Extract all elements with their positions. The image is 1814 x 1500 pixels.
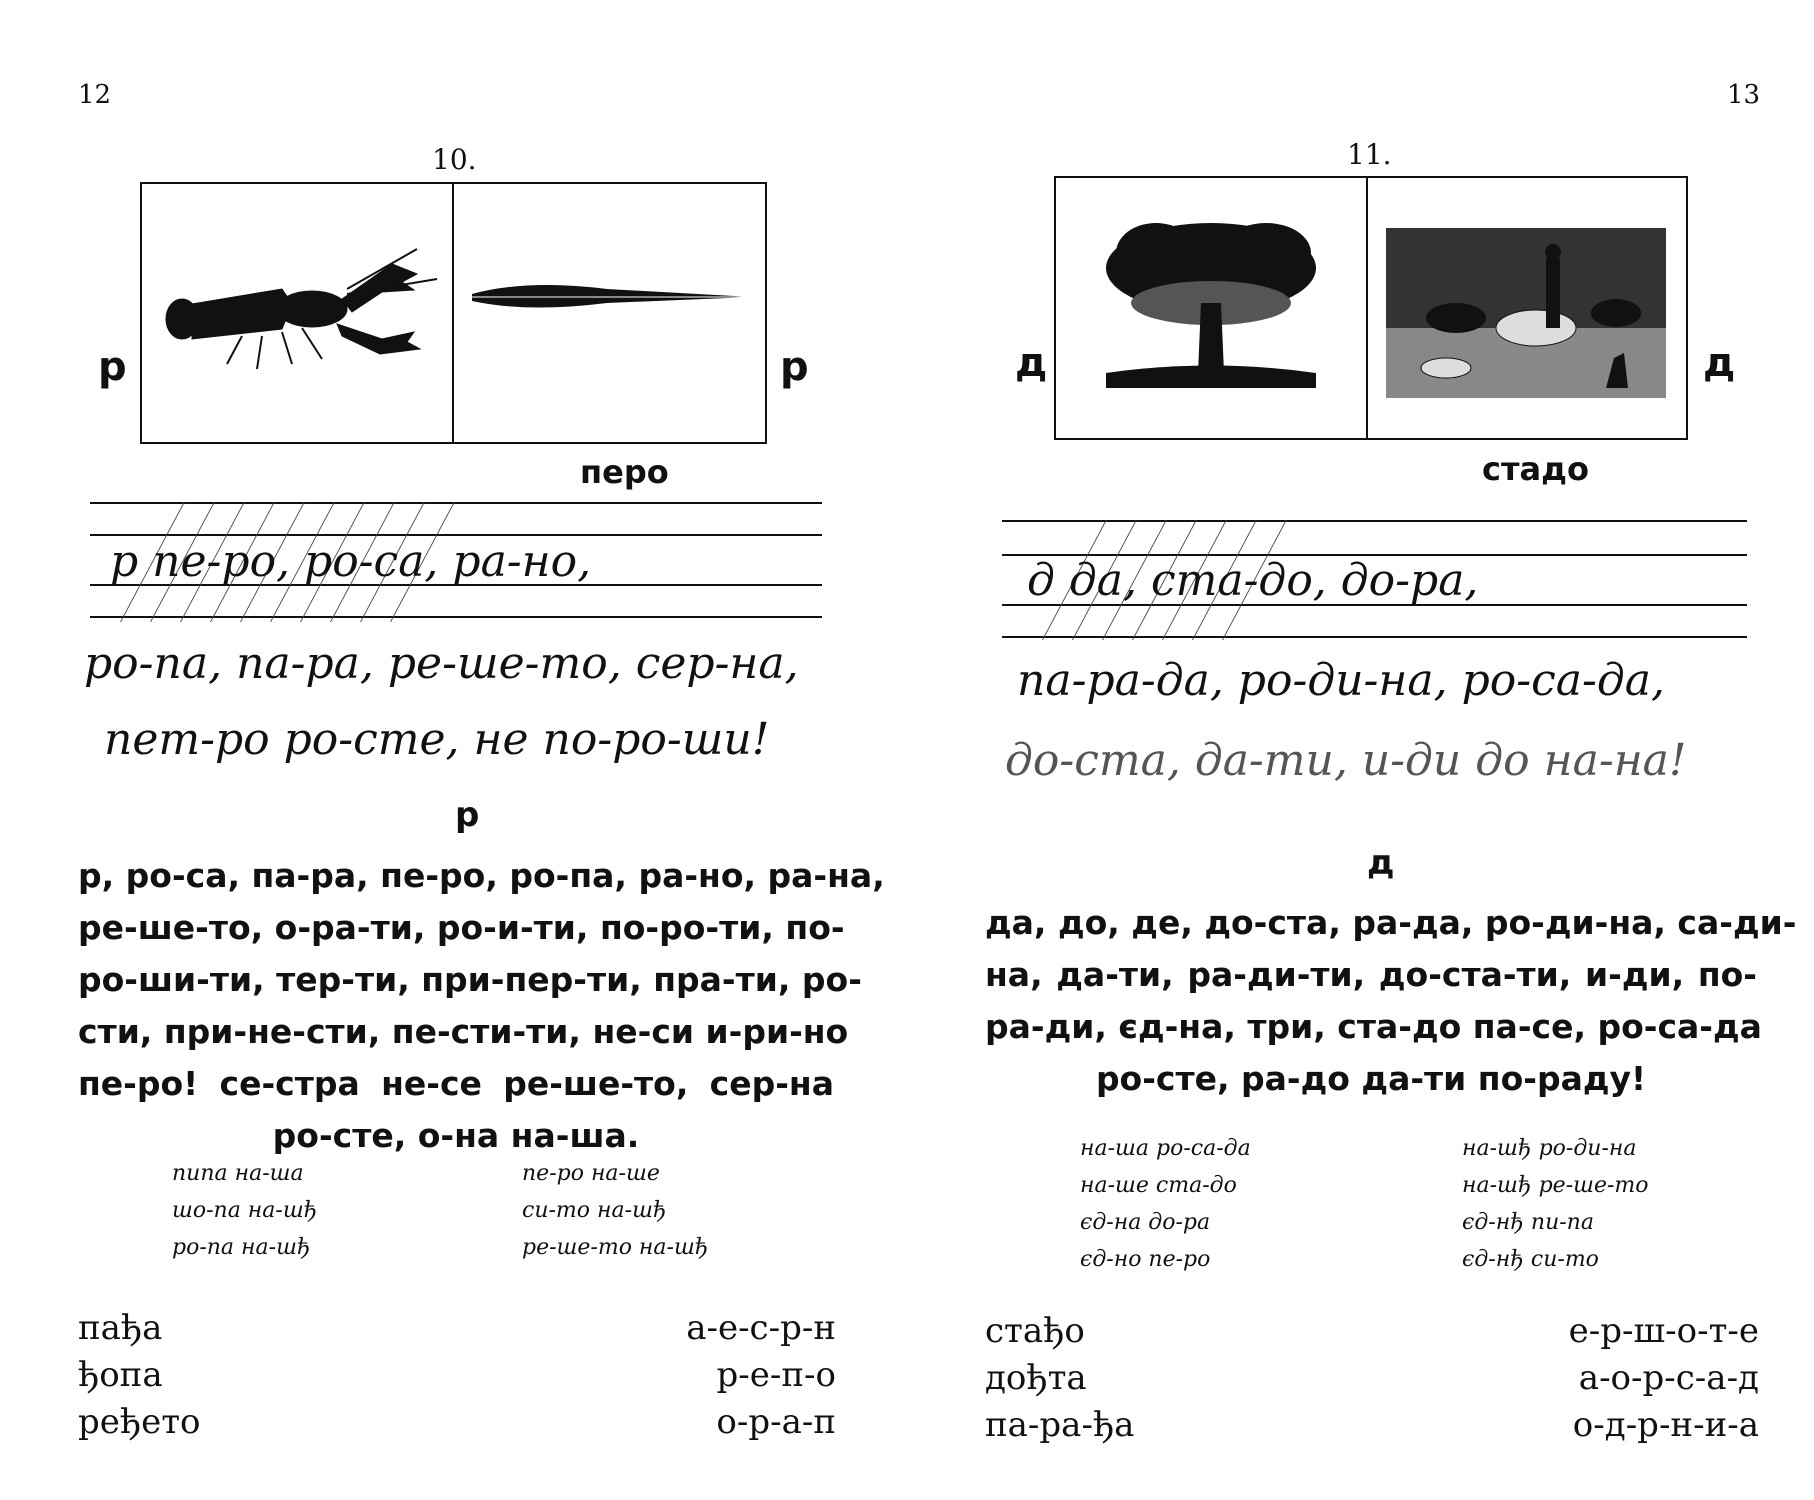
phrase-item: єд-нђ пи-па [1462, 1210, 1594, 1235]
picture-frame [140, 182, 767, 444]
page-number: 12 [78, 80, 112, 110]
side-letter-right: д [1703, 340, 1736, 386]
word-list-left [985, 1308, 1134, 1449]
phrase-item: пипа на-ша [172, 1161, 304, 1186]
lesson-number: 11. [1347, 138, 1392, 171]
reading-line: пе-ро! се-стра не-се ре-ше-то, сер-на [78, 1064, 834, 1103]
phrase-item: шо-па на-шђ [172, 1198, 318, 1223]
phrase-list-left [1080, 1130, 1251, 1278]
reading-line: ро-ши-ти, тер-ти, при-пер-ти, пра-ти, ро- [78, 960, 862, 999]
phrase-item: си-то на-шђ [522, 1198, 667, 1223]
word-list-right [620, 1305, 836, 1446]
phrase-item: на-шђ ре-ше-то [1462, 1173, 1649, 1198]
script-line-3: до-ста, да-ти, и-ди до на-на! [1005, 735, 1687, 786]
reading-line: ро-сте, ра-до да-ти по-раду! [1095, 1059, 1647, 1098]
script-line-1: д да, ста-до, до-ра, [1027, 555, 1479, 606]
page-number: 13 [1727, 80, 1761, 110]
script-line-2: ро-па, па-ра, ре-ше-то, сер-на, [84, 638, 799, 689]
word-item: о-р-а-п [716, 1402, 836, 1442]
right-page [907, 0, 1814, 1500]
crayfish-illustration [152, 244, 442, 394]
side-letter-left: р [98, 344, 127, 390]
word-list-left [78, 1305, 201, 1446]
section-letter: д [1367, 843, 1395, 883]
reading-line: р, ро-са, па-ра, пе-ро, ро-па, ра-но, ра-на, [78, 856, 885, 895]
phrase-item: на-ше ста-до [1080, 1173, 1237, 1198]
phrase-list-right [522, 1155, 709, 1266]
script-line-3: пет-ро ро-сте, не по-ро-ши! [104, 714, 770, 765]
reading-line: ро-сте, о-на на-ша. [272, 1116, 640, 1155]
herd-illustration [1386, 228, 1666, 403]
reading-line: ре-ше-то, о-ра-ти, ро-и-ти, по-ро-ти, по- [78, 908, 845, 947]
phrase-list-left [172, 1155, 317, 1266]
picture-frame [1054, 176, 1688, 440]
phrase-item: єд-на до-ра [1080, 1210, 1211, 1235]
word-item: а-о-р-с-а-д [1578, 1358, 1759, 1398]
feather-illustration [467, 279, 757, 319]
word-item: пађа [78, 1308, 163, 1348]
picture-caption: перо [580, 453, 669, 491]
word-item: а-е-с-р-н [686, 1308, 836, 1348]
side-letter-right: р [780, 344, 809, 390]
phrase-item: пе-ро на-ше [522, 1161, 660, 1186]
section-letter: р [455, 795, 480, 835]
phrase-item: єд-но пе-ро [1080, 1247, 1211, 1272]
phrase-item: єд-нђ си-то [1462, 1247, 1599, 1272]
word-item: па-ра-ђа [985, 1405, 1135, 1445]
reading-line: ра-ди, єд-на, три, ста-до па-се, ро-са-да [985, 1007, 1762, 1046]
phrase-item: ро-па на-шђ [172, 1235, 311, 1260]
reading-line: на, да-ти, ра-ди-ти, до-ста-ти, и-ди, по- [985, 955, 1757, 994]
script-line-2: па-ра-да, ро-ди-на, ро-са-да, [1017, 655, 1665, 706]
reading-text [78, 850, 885, 1162]
reading-line: да, до, де, до-ста, ра-да, ро-ди-на, са-ди- [985, 903, 1797, 942]
word-item: р-е-п-о [716, 1355, 836, 1395]
reading-text [985, 897, 1797, 1105]
word-item: е-р-ш-о-т-е [1568, 1311, 1759, 1351]
tree-illustration [1096, 213, 1326, 393]
phrase-list-right [1462, 1130, 1649, 1278]
word-item: дођта [985, 1358, 1087, 1398]
word-item: о-д-р-н-и-а [1572, 1405, 1759, 1445]
side-letter-left: д [1015, 340, 1048, 386]
script-line-1: р пе-ро, ро-са, ра-но, [110, 536, 592, 587]
word-item: ђопа [78, 1355, 163, 1395]
phrase-item: на-шђ ро-ди-на [1462, 1136, 1637, 1161]
picture-caption: стадо [1482, 450, 1589, 488]
phrase-item: ре-ше-то на-шђ [522, 1235, 709, 1260]
lesson-number: 10. [432, 143, 477, 176]
phrase-item: на-ша ро-са-да [1080, 1136, 1251, 1161]
reading-line: сти, при-не-сти, пе-сти-ти, не-си и-ри-но [78, 1012, 849, 1051]
word-item: ређето [78, 1402, 201, 1442]
word-item: стађо [985, 1311, 1085, 1351]
word-list-right [1467, 1308, 1759, 1449]
